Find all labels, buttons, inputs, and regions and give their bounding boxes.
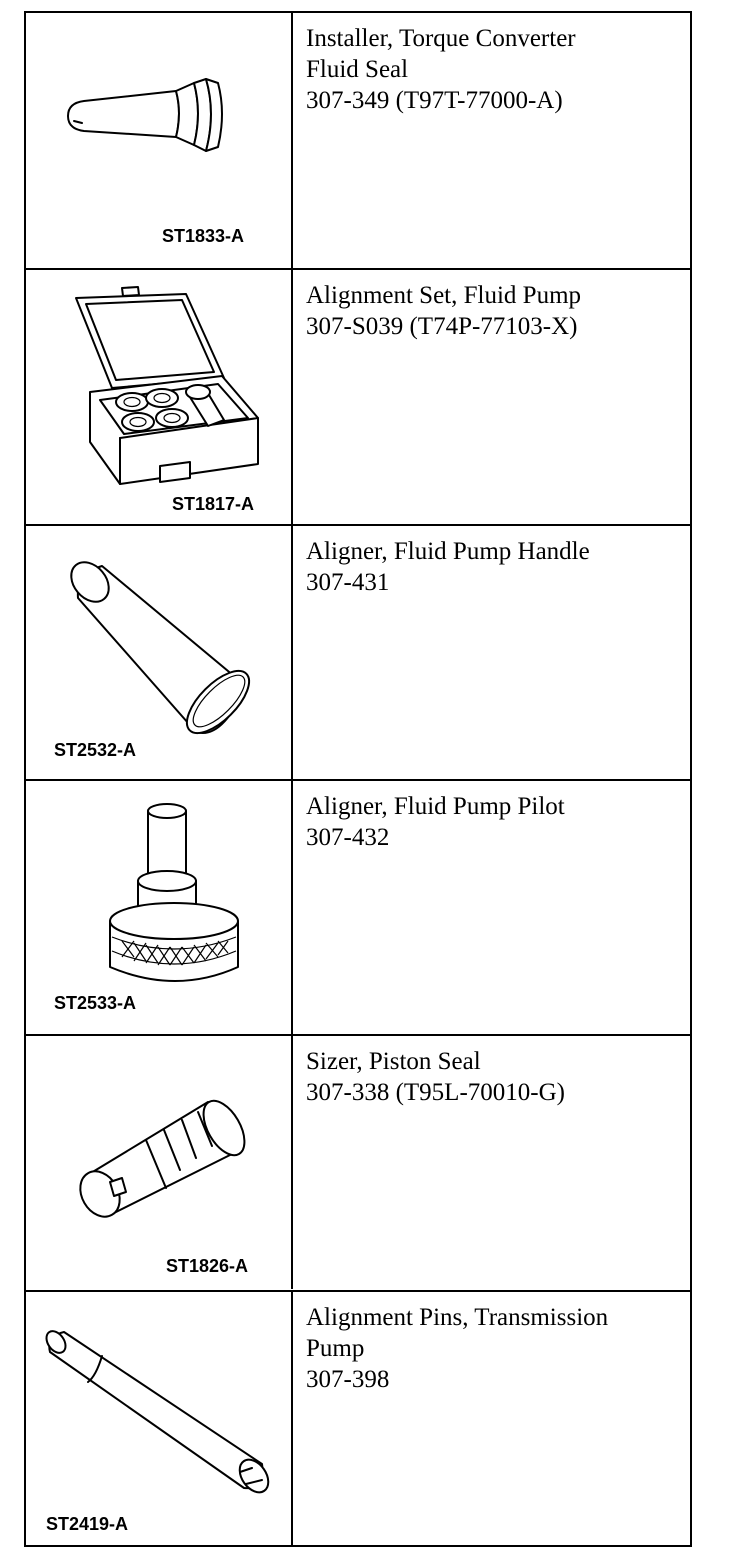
tool-description-cell [294, 781, 690, 1034]
tool-number: 307-S039 (T74P-77103-X) [306, 313, 578, 341]
table-row [26, 13, 690, 268]
special-tools-table [24, 11, 692, 1547]
tool-number: 307-398 [306, 1365, 390, 1393]
table-row [26, 524, 690, 779]
tool-illustration-cell [26, 781, 293, 1034]
alignment-set-case-illustration [26, 270, 291, 520]
table-row [26, 1034, 690, 1289]
tool-number: 307-338 (T95L-70010-G) [306, 1079, 565, 1107]
tool-number: 307-432 [306, 823, 390, 851]
tool-name-continued: Fluid Seal [306, 56, 409, 83]
tool-description-cell [294, 270, 690, 523]
tool-illustration-cell [26, 1292, 293, 1545]
tool-illustration-cell [26, 526, 293, 779]
tool-name: Installer, Torque Converter [306, 25, 576, 52]
tool-name: Aligner, Fluid Pump Handle [306, 537, 590, 565]
illustration-code: ST1833-A [162, 226, 245, 246]
tool-description-cell [294, 1292, 690, 1545]
illustration-code: ST2419-A [46, 1513, 129, 1534]
table-row [26, 268, 690, 523]
tool-description-cell [294, 13, 690, 268]
tool-description-cell [294, 526, 690, 779]
tool-number: 307-349 (T97T-77000-A) [306, 87, 563, 114]
piston-seal-sizer-illustration [26, 1036, 291, 1286]
seal-installer-illustration [26, 13, 291, 263]
tool-number: 307-431 [306, 568, 390, 596]
table-row [26, 1290, 690, 1545]
tool-name: Alignment Set, Fluid Pump [306, 282, 582, 310]
table-row [26, 779, 690, 1034]
handle-aligner-illustration [26, 526, 291, 776]
tool-description-cell [294, 1036, 690, 1289]
illustration-code: ST2532-A [54, 739, 137, 760]
tool-illustration-cell [26, 270, 293, 523]
tool-name: Aligner, Fluid Pump Pilot [306, 792, 565, 820]
tool-illustration-cell [26, 1036, 293, 1289]
illustration-code: ST1826-A [166, 1256, 249, 1277]
tool-name: Sizer, Piston Seal [306, 1048, 481, 1076]
illustration-code: ST1817-A [172, 494, 255, 515]
tool-illustration-cell [26, 13, 293, 268]
pump-alignment-pins-illustration [26, 1292, 291, 1542]
tool-name: Alignment Pins, Transmission [306, 1303, 609, 1331]
tool-name-continued: Pump [306, 1334, 365, 1362]
illustration-code: ST2533-A [54, 992, 137, 1013]
